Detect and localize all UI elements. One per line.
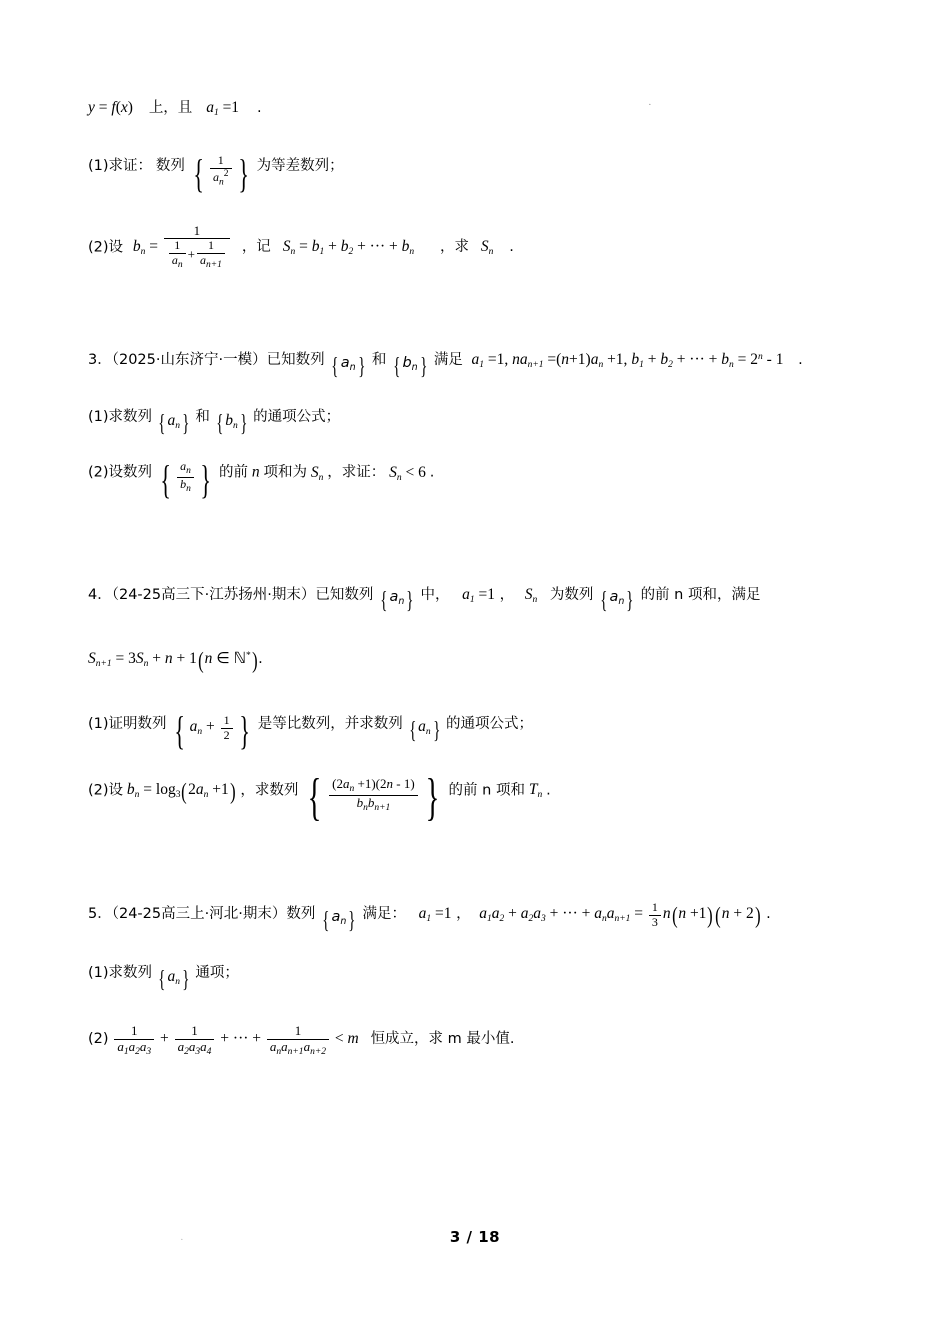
q5-part1-label: (1)求数列 [88, 965, 153, 982]
q3-stem-period: . [798, 352, 803, 369]
q5-part2-label: (2) [88, 1031, 109, 1048]
q3-source: （2025·山东济宁·一模） [111, 352, 267, 369]
q3-part2-text1: 的前 [218, 464, 248, 481]
q4-stem-text: 已知数列 [315, 586, 374, 603]
q1-part2-comma2: ，求 [440, 239, 470, 256]
q1-period: . [256, 100, 262, 116]
q5-comma: ， [456, 906, 471, 923]
q5-stem [88, 901, 868, 933]
q3-and: 和 [371, 352, 387, 369]
q3-seq-a: { $a_n$} [331, 354, 366, 381]
q4-a1: $a_1 =1$ [462, 585, 496, 605]
q1-a1-value: $a_1 =1$ [206, 99, 240, 119]
q4-comma: ， [499, 586, 515, 603]
q1-part1-label: (1)求证： [88, 158, 153, 175]
q1-text-on: 上，且 [148, 100, 193, 116]
q3-part2 [88, 456, 868, 502]
page-content [88, 96, 868, 1084]
q1-part2 [88, 224, 868, 271]
q4-stem-for: 为数列 [549, 586, 594, 603]
q3-part1-tail: 的通项公式； [253, 409, 341, 426]
q5-part2-text: 恒成立，求 m 最小值. [370, 1031, 515, 1048]
question-1-continued [88, 96, 868, 270]
q3-part1-seq-b: { $b_n$} [215, 411, 248, 438]
q1-part2-bn-definition: $b_n$ = 1 $\frac{1}{a_n}$ + $\frac{1}{a_{n+1}}$ [133, 238, 236, 255]
q3-part2-inequality: $S_n < 6$ [389, 463, 426, 483]
q5-stem-text: 数列 [286, 906, 316, 923]
q1-part2-label: (2)设 [88, 239, 124, 256]
q3-part2-text2: 项和为 [263, 464, 307, 481]
q3-part1-seq-a: { $a_n$} [158, 411, 190, 438]
q3-part2-var-n: n [251, 463, 260, 481]
q4-part2-period: . [546, 782, 551, 799]
q5-source: （24-25高三上·河北·期末） [111, 906, 287, 923]
q4-part2-bn-definition: $b_n = \log_3(2a_n +1)$ [126, 779, 236, 805]
q1-part1-text-after: 为等差数列； [256, 158, 344, 175]
q3-stem-text: 已知数列 [266, 352, 325, 369]
q5-a1: $a_1 =1$ [418, 905, 452, 925]
q4-source: （24-25高三下·江苏扬州·期末） [111, 586, 316, 603]
q3-stem-formula: $a_1 =1$, $na_{n+1} =(n+1)a_n +1$, $b_1 + b_2$ + ··· + $b_n = 2^n - 1$ [471, 351, 784, 371]
q3-part1-and: 和 [195, 409, 210, 426]
q5-part1-tail: 通项； [195, 965, 239, 982]
q3-part1-label: (1)求数列 [88, 409, 153, 426]
decorative-dot-bottom-left: · [180, 1234, 184, 1246]
q5-stem-formula: $a_1a_2 + a_2a_3$ + ··· + $a_na_{n+1}$ = $\frac{1}{3}$ n(n +1)(n + 2) [479, 900, 761, 929]
q4-part2-label: (2)设 [88, 782, 124, 799]
q3-part2-sn: $S_n$ [310, 463, 324, 483]
q4-stem-mid: 中， [420, 586, 450, 603]
q4-sn: $S_n$ [524, 585, 538, 605]
q3-seq-b: { $b_n$} [393, 354, 428, 381]
page-footer [0, 1228, 950, 1246]
q5-part1 [88, 961, 868, 992]
q5-part1-seq: { $a_n$} [158, 967, 190, 994]
q1-part2-target: $S_n$ [480, 238, 494, 258]
q4-part2-tn: $T_n$ [528, 781, 543, 801]
q1-part1-expression: { $\frac{1}{a_n^2}$ } [193, 150, 249, 196]
q4-number: 4． [88, 586, 112, 603]
decorative-dot-top-right: · [648, 99, 652, 111]
q4-part1-expression: { $a_n$ + $\frac{1}{2}$ } [174, 707, 250, 753]
q3-part2-label: (2)设数列 [88, 464, 153, 481]
q1-part2-sn-definition: $S_n = b_1 + b_2$ + ··· + $b_n$ [282, 238, 415, 258]
q1-function-expr: y [88, 99, 95, 116]
q3-part2-expression: { $\frac{a_n}{b_n}$ } [160, 456, 211, 502]
q4-part1-seq: { $a_n$} [408, 717, 440, 744]
q4-part2-text1: 的前 n 项和 [448, 782, 525, 799]
q4-seq-2: { $a_n$} [600, 588, 634, 615]
q4-part2 [88, 769, 868, 827]
q4-stem-tail: 的前 n 项和，满足 [640, 586, 761, 603]
q4-stem [88, 583, 868, 614]
q3-part2-period: . [429, 464, 435, 481]
q4-part1-label: (1)证明数列 [88, 715, 167, 732]
q3-satisfy: 满足 [433, 352, 463, 369]
q4-part1-text1: 是等比数列，并求数列 [257, 715, 403, 732]
q5-number: 5． [88, 906, 112, 923]
q4-part2-mid: ，求数列 [240, 782, 299, 799]
page-number: 3 / 18 [449, 1228, 501, 1246]
q3-part1 [88, 405, 868, 436]
question-5 [88, 901, 868, 1057]
q5-part2-expression: $\frac{1}{a_1a_2a_3}$ + $\frac{1}{a_2a_3a_4}$ + ··· + $\frac{1}{a_na_{n+1}a_{n+2}}$ < m [112, 1030, 362, 1047]
q4-part2-expression: { $\frac{(2a_n +1)(2n - 1)}{b_nb_{n+1}}$ } [307, 769, 440, 827]
q5-part2 [88, 1024, 868, 1057]
question-4 [88, 583, 868, 827]
q5-satisfy: 满足： [362, 906, 407, 923]
q1-part2-period: . [509, 239, 514, 256]
q5-stem-period: . [766, 906, 771, 923]
q4-part1 [88, 707, 868, 753]
q1-part1 [88, 150, 868, 196]
q1-part1-text-before: 数列 [155, 158, 185, 175]
q1-part2-comma: ，记 [241, 239, 271, 256]
q4-stem-formula: $S_{n+1} = 3S_n + n + 1(n$ ∈ ℕ*). [88, 648, 263, 674]
q3-number: 3． [88, 352, 112, 369]
q4-seq: { $a_n$} [380, 588, 414, 615]
question-3 [88, 348, 868, 502]
q4-part1-text2: 的通项公式； [446, 715, 534, 732]
q4-stem-formula-line [88, 647, 868, 674]
q3-stem [88, 348, 868, 379]
q5-seq: { $a_n$} [322, 908, 356, 935]
q3-part2-text3: ，求证： [327, 464, 386, 481]
q1-lead-line: y = f(x) 上，且 $a_1 =1$ . [88, 99, 262, 119]
